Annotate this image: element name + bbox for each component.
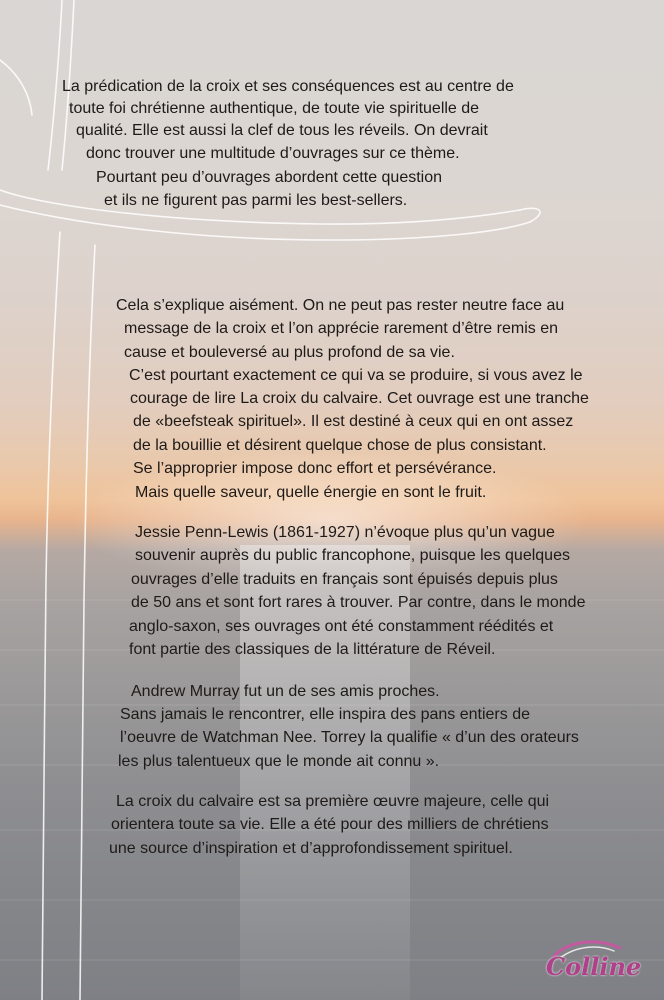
body-text-line: l’oeuvre de Watchman Nee. Torrey la qualifie « d’un des orateurs xyxy=(120,729,579,746)
body-text-line: de la bouillie et désirent quelque chose de plus consistant. xyxy=(133,437,547,454)
body-text-line: Cela s’explique aisément. On ne peut pas rester neutre face au xyxy=(116,297,565,314)
body-text-line: anglo-saxon, ses ouvrages ont été constamment réédités et xyxy=(129,618,554,635)
body-text-line: message de la croix et l’on apprécie rarement d’être remis en xyxy=(124,320,558,337)
body-text-line: et ils ne figurent pas parmi les best-sellers. xyxy=(104,192,408,209)
logo-text: Colline xyxy=(546,952,642,981)
body-text-line: font partie des classiques de la littérature de Réveil. xyxy=(129,641,496,658)
body-text-line: de 50 ans et sont fort rares à trouver. Par contre, dans le monde xyxy=(131,594,586,611)
body-text-line: toute foi chrétienne authentique, de toute vie spirituelle de xyxy=(69,100,480,117)
body-text-line: cause et bouleversé au plus profond de sa vie. xyxy=(124,344,455,361)
body-text-line: Mais quelle saveur, quelle énergie en sont le fruit. xyxy=(135,484,487,501)
body-text-line: les plus talentueux que le monde ait connu ». xyxy=(118,753,440,770)
body-text-line: Se l’approprier impose donc effort et persévérance. xyxy=(133,460,497,477)
body-text-line: donc trouver une multitude d’ouvrages sur ce thème. xyxy=(86,145,460,162)
body-text-line: orientera toute sa vie. Elle a été pour des milliers de chrétiens xyxy=(111,816,549,833)
body-text-line: C’est pourtant exactement ce qui va se produire, si vous avez le xyxy=(129,367,583,384)
body-text-line: une source d’inspiration et d’approfondissement spirituel. xyxy=(109,840,513,857)
body-text-line: Jessie Penn-Lewis (1861-1927) n’évoque plus qu’un vague xyxy=(135,524,555,541)
body-text-line: La croix du calvaire est sa première œuvre majeure, celle qui xyxy=(116,793,550,810)
body-text-line: courage de lire La croix du calvaire. Cet ouvrage est une tranche xyxy=(130,390,589,407)
body-text-line: Pourtant peu d’ouvrages abordent cette question xyxy=(96,169,443,186)
body-text-line: qualité. Elle est aussi la clef de tous les réveils. On devrait xyxy=(76,122,488,139)
body-text-line: La prédication de la croix et ses conséquences est au centre de xyxy=(62,78,514,95)
body-text-line: ouvrages d’elle traduits en français sont épuisés depuis plus xyxy=(131,571,558,588)
body-text-line: souvenir auprès du public francophone, puisque les quelques xyxy=(135,547,570,564)
body-text-line: Sans jamais le rencontrer, elle inspira des pans entiers de xyxy=(120,706,530,723)
body-text-line: de «beefsteak spirituel». Il est destiné à ceux qui en ont assez xyxy=(133,413,574,430)
body-text-line: Andrew Murray fut un de ses amis proches. xyxy=(131,683,440,700)
